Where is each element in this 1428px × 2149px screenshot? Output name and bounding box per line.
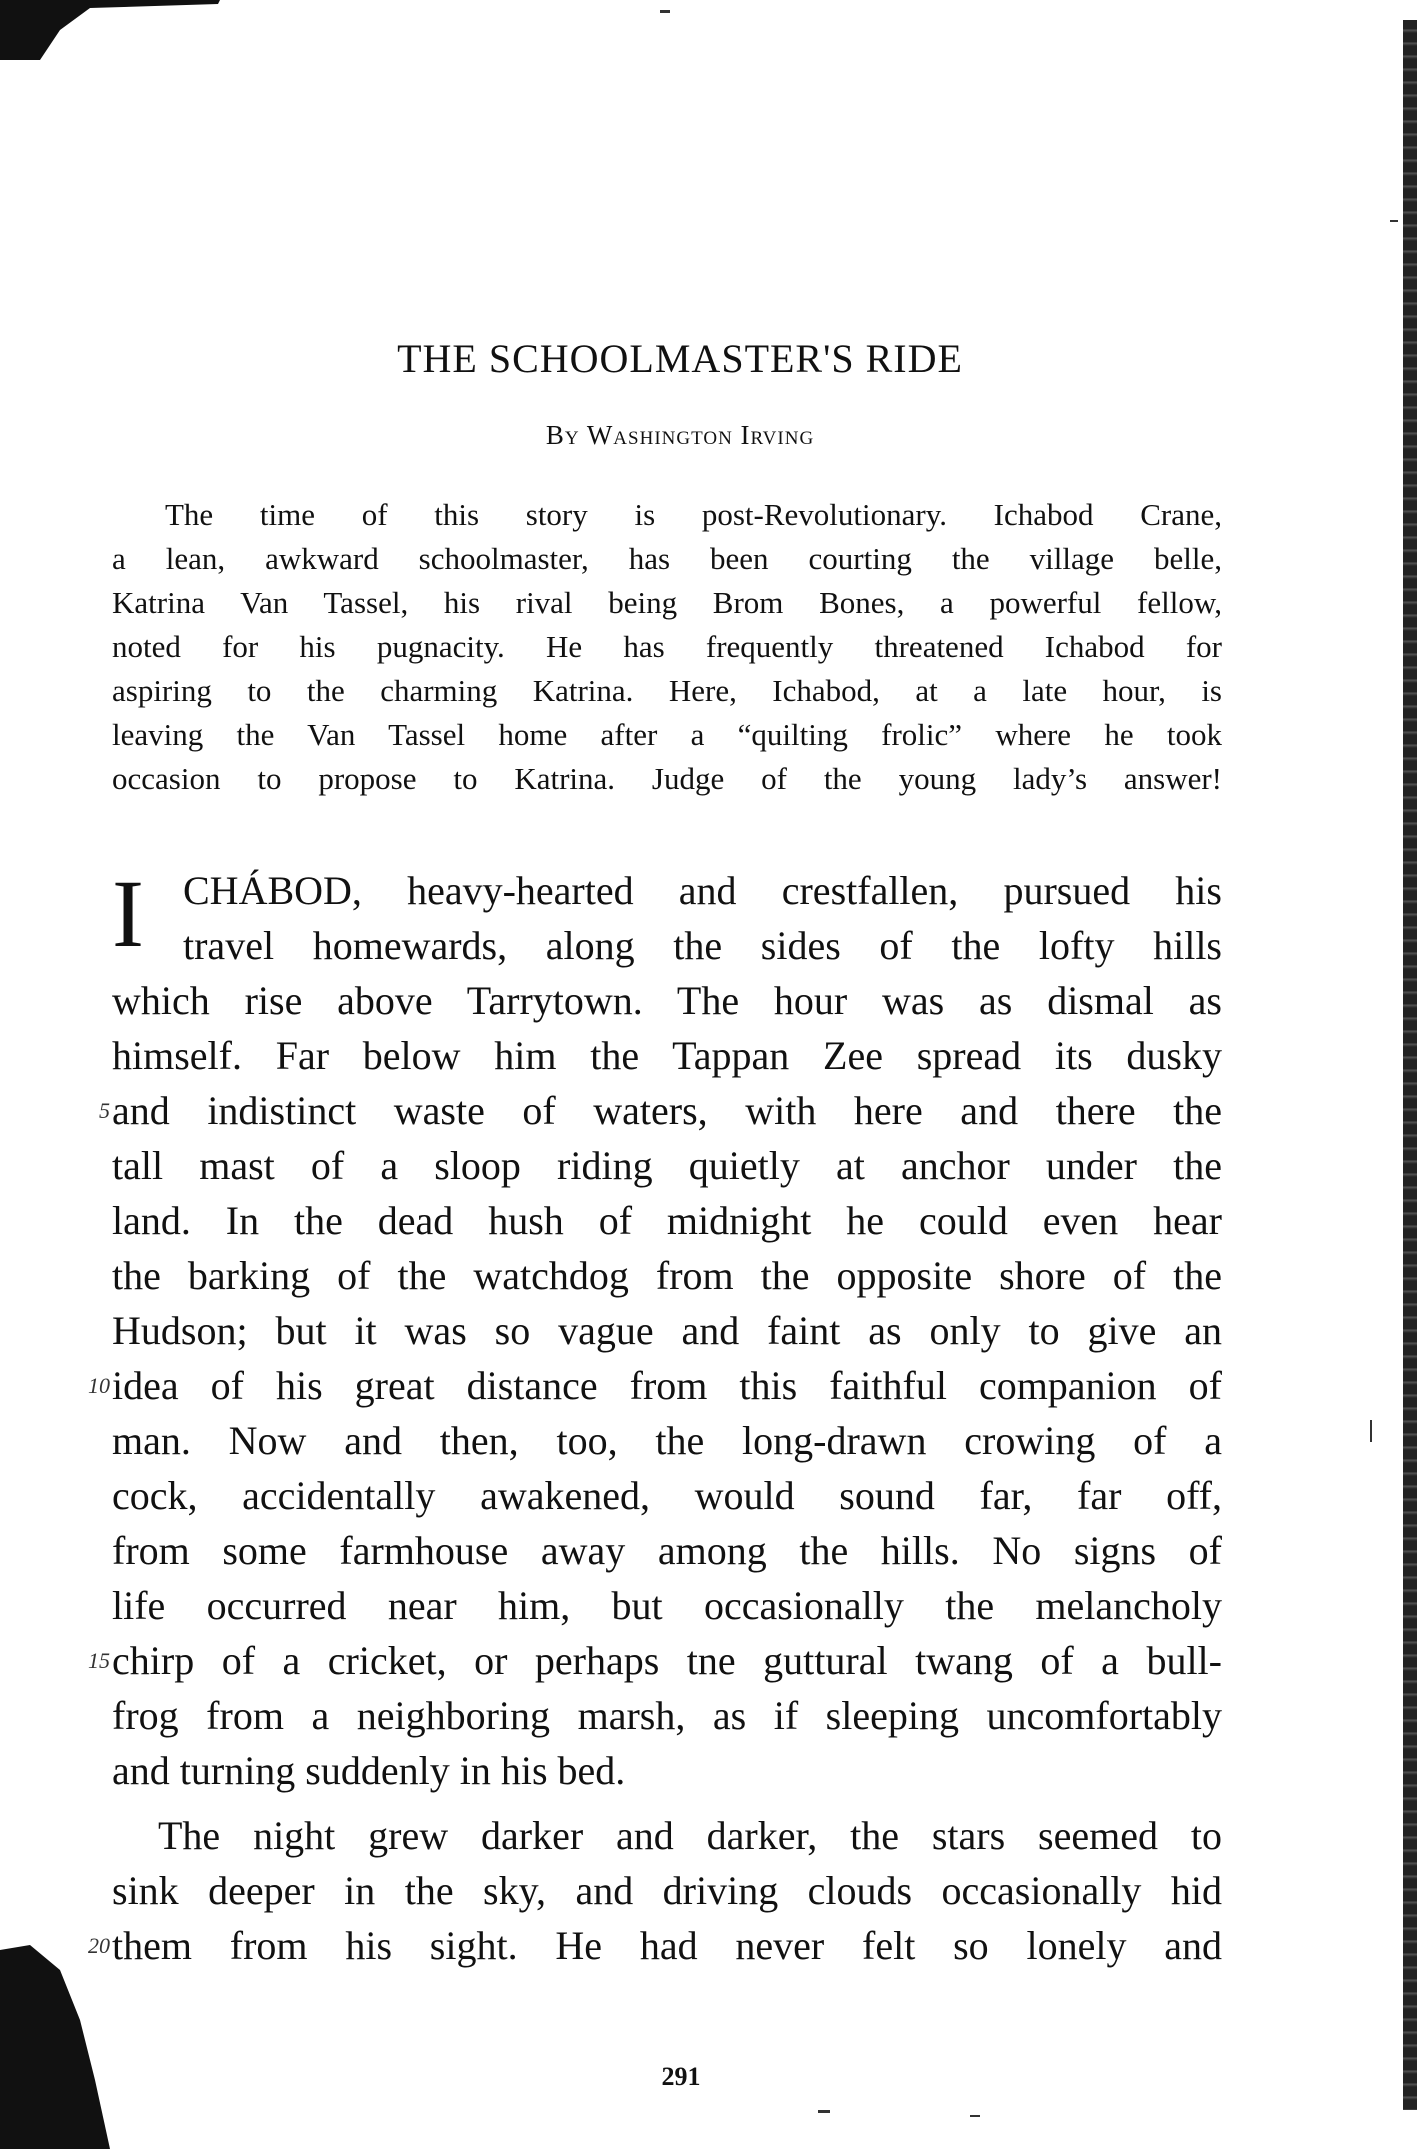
author-byline: By Washington Irving bbox=[545, 420, 815, 450]
scan-speck bbox=[818, 2110, 830, 2113]
scan-artifact-icon bbox=[0, 1930, 120, 2149]
intro-line: aspiring to the charming Katrina. Here, Ichabod, at a late hour, is bbox=[112, 673, 1222, 708]
body-line: the barking of the watchdog from the opposite shore of the bbox=[112, 1253, 1222, 1298]
body-line: and indistinct waste of waters, with here and there the bbox=[112, 1088, 1222, 1133]
scan-speck bbox=[970, 2115, 980, 2117]
body-line: from some farmhouse away among the hills. No signs of bbox=[112, 1528, 1222, 1573]
body-line: tall mast of a sloop riding quietly at anchor under the bbox=[112, 1143, 1222, 1188]
scan-speck bbox=[660, 10, 670, 13]
body-line: sink deeper in the sky, and driving clouds occasionally hid bbox=[112, 1868, 1222, 1913]
body-line: and turning suddenly in his bed. bbox=[112, 1748, 626, 1793]
drop-cap: I bbox=[112, 860, 144, 967]
scan-edge bbox=[1403, 20, 1417, 2110]
body-line: chirp of a cricket, or perhaps tne guttural twang of a bull- bbox=[112, 1638, 1222, 1683]
body-line: land. In the dead hush of midnight he could even hear bbox=[112, 1198, 1222, 1243]
body-line: himself. Far below him the Tappan Zee spread its dusky bbox=[112, 1033, 1222, 1078]
body-line: Hudson; but it was so vague and faint as only to give an bbox=[112, 1308, 1222, 1353]
line-number: 20 bbox=[88, 1933, 110, 1958]
line-number: 10 bbox=[88, 1373, 110, 1398]
body-line: idea of his great distance from this faithful companion of bbox=[112, 1363, 1222, 1408]
body-line: The night grew darker and darker, the stars seemed to bbox=[158, 1813, 1222, 1858]
intro-line: leaving the Van Tassel home after a “quilting frolic” where he took bbox=[112, 717, 1222, 752]
body-line: man. Now and then, too, the long-drawn crowing of a bbox=[112, 1418, 1222, 1463]
page-number: 291 bbox=[661, 2062, 701, 2091]
line-number: 5 bbox=[99, 1098, 110, 1123]
body-line: which rise above Tarrytown. The hour was as dismal as bbox=[112, 978, 1222, 1023]
body-line: CHÁBOD, heavy-hearted and crestfallen, pursued his bbox=[183, 868, 1222, 913]
body-line: life occurred near him, but occasionally the melancholy bbox=[112, 1583, 1222, 1628]
body-line: them from his sight. He had never felt so lonely and bbox=[112, 1923, 1222, 1968]
scan-speck bbox=[1390, 220, 1398, 222]
intro-line: noted for his pugnacity. He has frequently threatened Ichabod for bbox=[112, 629, 1222, 664]
body-line: cock, accidentally awakened, would sound far, far off, bbox=[112, 1473, 1222, 1518]
intro-line: Katrina Van Tassel, his rival being Brom Bones, a powerful fellow, bbox=[112, 585, 1222, 620]
line-number: 15 bbox=[88, 1648, 110, 1673]
scan-artifact-icon bbox=[0, 0, 220, 60]
body-line: frog from a neighboring marsh, as if sleeping uncomfortably bbox=[112, 1693, 1222, 1738]
body-line: travel homewards, along the sides of the lofty hills bbox=[183, 923, 1222, 968]
intro-line: a lean, awkward schoolmaster, has been courting the village belle, bbox=[112, 541, 1222, 576]
story-title: THE SCHOOLMASTER'S RIDE bbox=[397, 336, 963, 381]
intro-line: The time of this story is post-Revolutionary. Ichabod Crane, bbox=[165, 497, 1222, 532]
intro-line: occasion to propose to Katrina. Judge of the young lady’s answer! bbox=[112, 761, 1222, 796]
scan-speck bbox=[1370, 1420, 1372, 1442]
